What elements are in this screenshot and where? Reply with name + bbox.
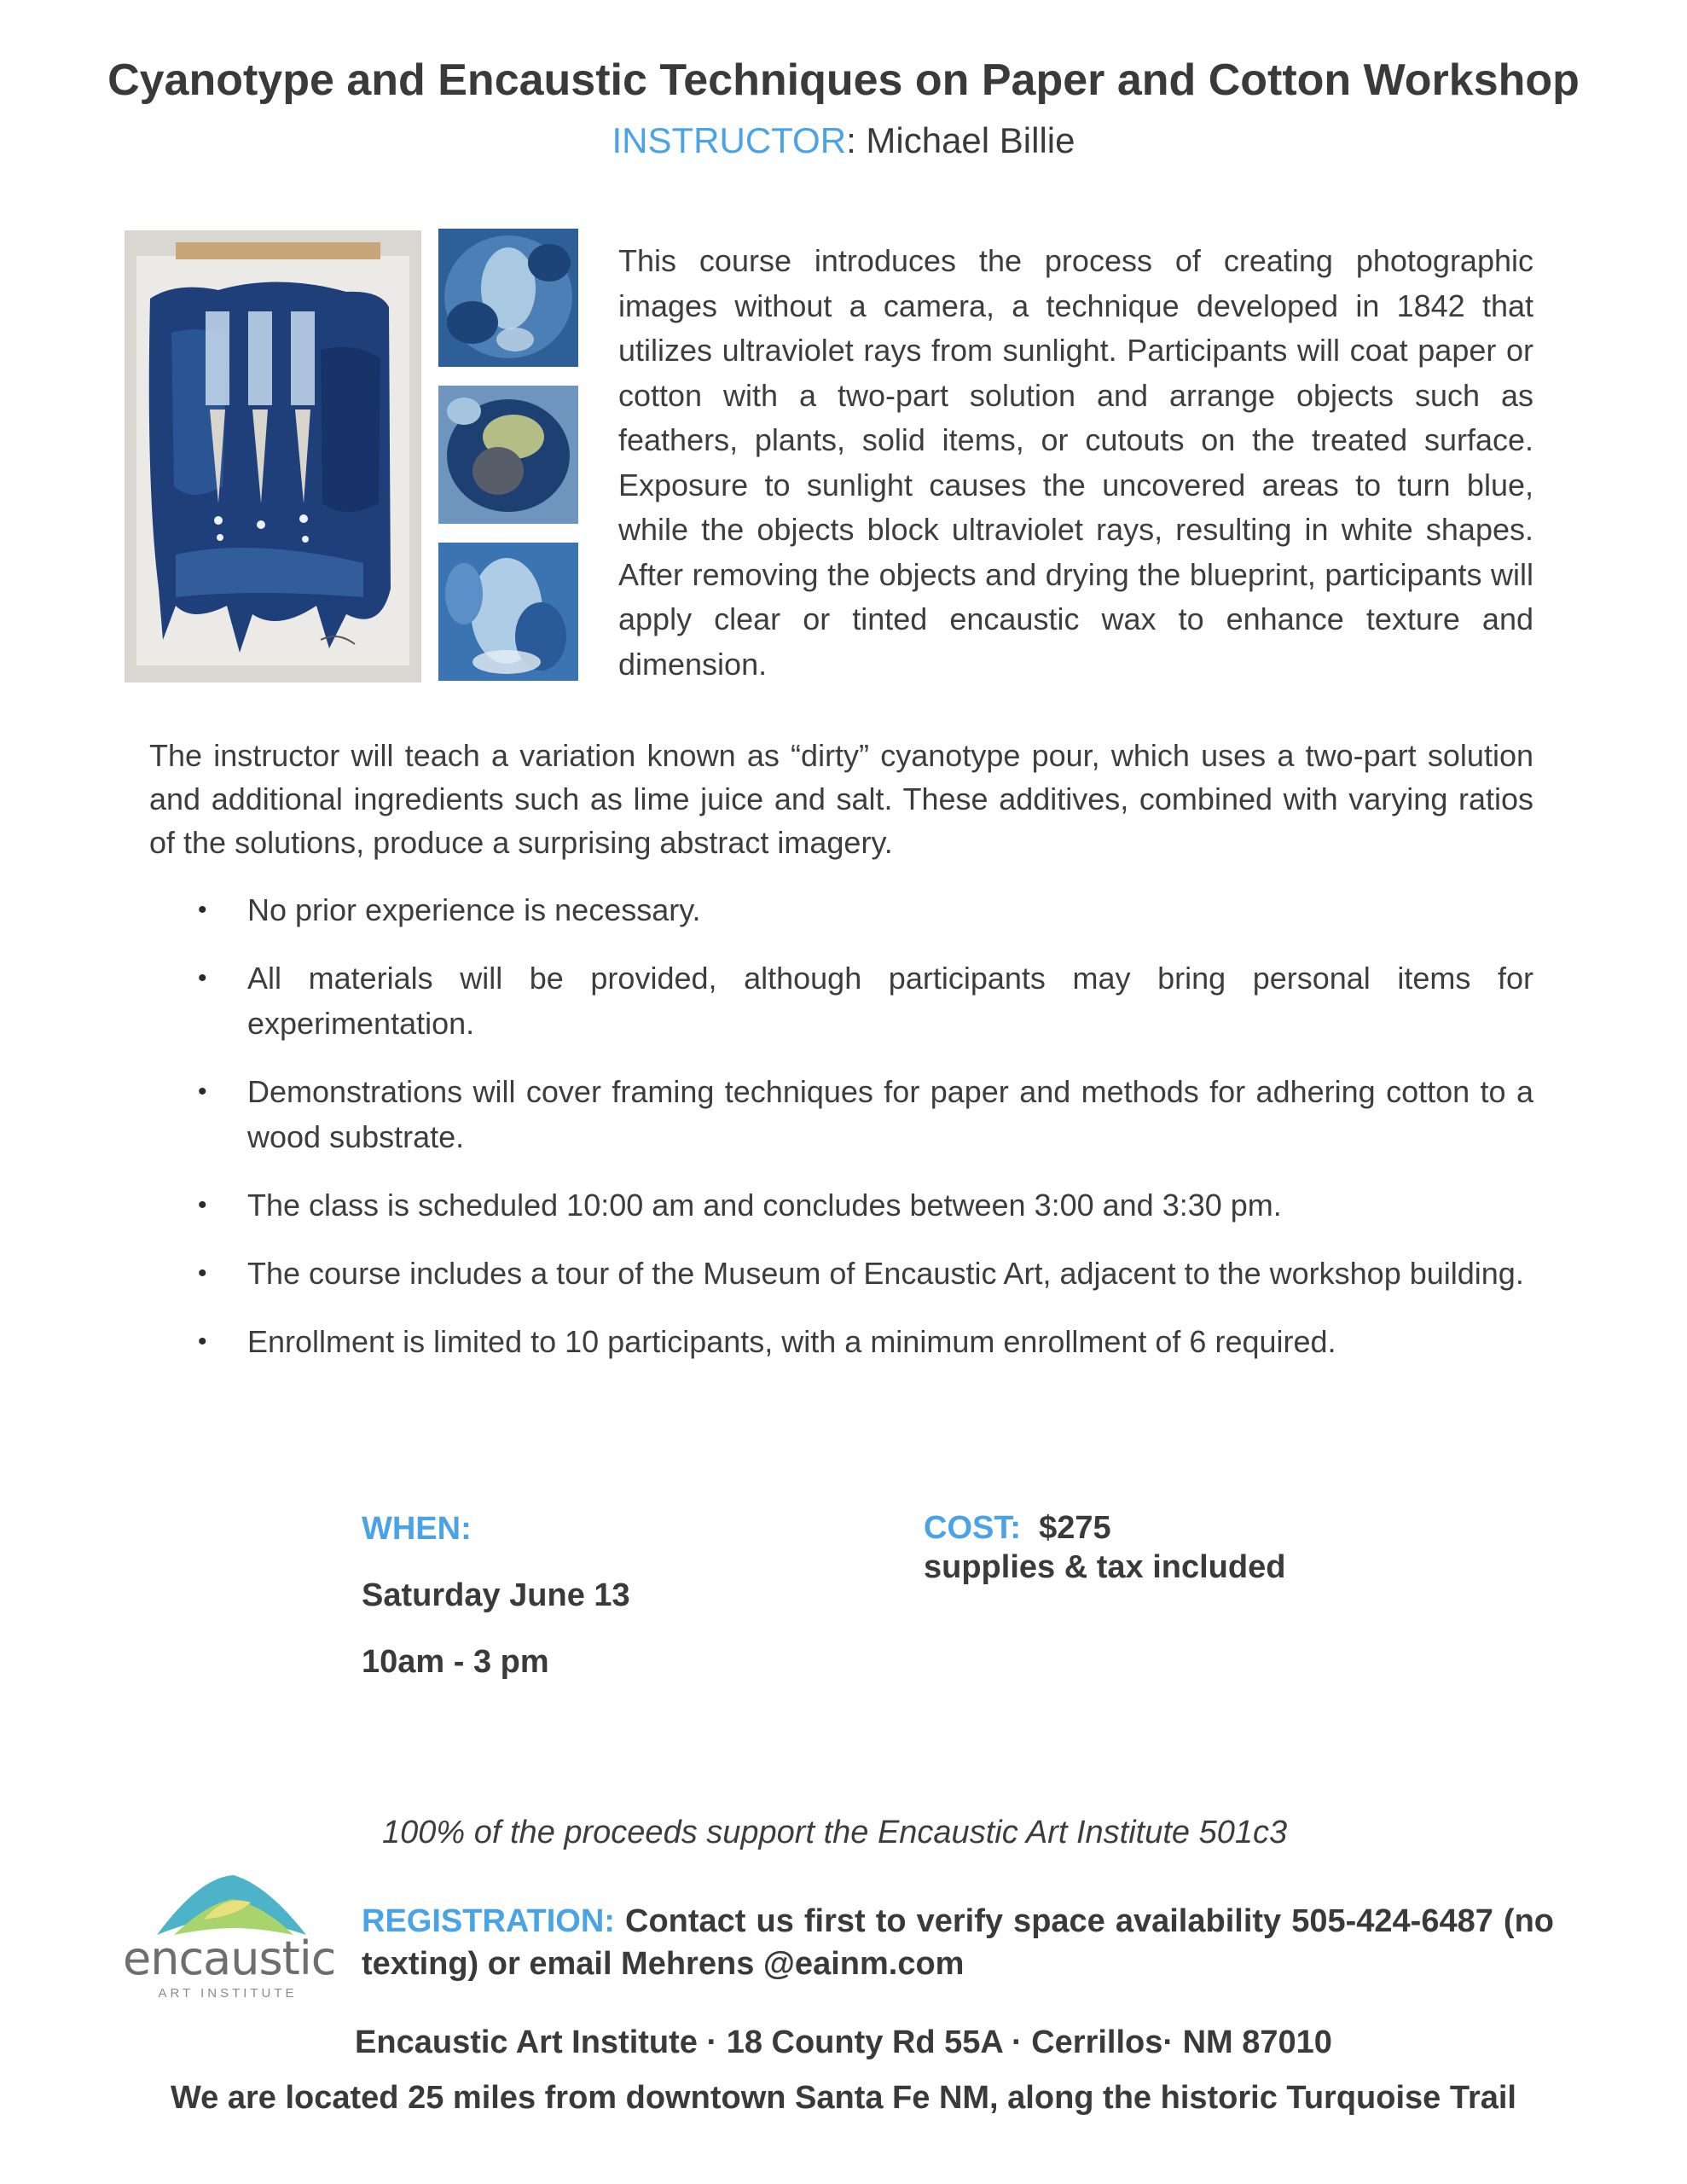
instructor-line <box>0 118 1687 164</box>
bullet-icon: • <box>198 1327 207 1356</box>
event-date: Saturday June 13 <box>362 1577 630 1613</box>
list-item-text: The class is scheduled 10:00 am and concludes between 3:00 and 3:30 pm. <box>247 1188 1282 1223</box>
artwork-thumbnail-3 <box>438 543 578 681</box>
list-item-text: The course includes a tour of the Museum of Encaustic Art, adjacent to the workshop building. <box>247 1256 1524 1291</box>
list-item <box>194 1319 1533 1364</box>
list-item <box>194 887 1533 932</box>
registration-label: REGISTRATION: <box>362 1903 615 1939</box>
instructor-name: : Michael Billie <box>846 120 1075 160</box>
event-time: 10am - 3 pm <box>362 1644 549 1680</box>
list-item <box>194 956 1533 1046</box>
list-item-text: All materials will be provided, although participants may bring personal items for experimentation. <box>247 961 1533 1041</box>
footer-location: We are located 25 miles from downtown Santa Fe NM, along the historic Turquoise Trail <box>171 2080 1516 2116</box>
cost-label: COST: <box>924 1510 1021 1546</box>
cost-amount: $275 <box>1039 1510 1111 1546</box>
artwork-main-image <box>125 230 421 682</box>
list-item-text: No prior experience is necessary. <box>247 892 701 927</box>
details-list <box>194 887 1533 1387</box>
artwork-thumbnail-2 <box>438 386 578 524</box>
cost-block <box>924 1508 1285 1587</box>
registration-text: Contact us first to verify space availability 505-424-6487 (no texting) or email Mehrens @eainm.com <box>362 1903 1554 1982</box>
technique-paragraph: The instructor will teach a variation known as “dirty” cyanotype pour, which uses a two-part solution and additional ingredients such as lime juice and salt. These additives, combined with varying ratios of the solutions, produce a surprising abstract imagery. <box>149 738 1533 860</box>
cost-note: supplies & tax included <box>924 1549 1286 1585</box>
list-item-text: Demonstrations will cover framing techniques for paper and methods for adhering cotton to a wood substrate. <box>247 1074 1533 1154</box>
when-label: WHEN: <box>362 1511 472 1547</box>
bullet-icon: • <box>198 896 207 924</box>
bullet-icon: • <box>198 964 207 992</box>
registration-block <box>362 1900 1554 1985</box>
logo-subtitle: ART INSTITUTE <box>158 1986 298 2001</box>
bullet-icon: • <box>198 1191 207 1219</box>
bullet-icon: • <box>198 1077 207 1106</box>
encaustic-logo <box>123 1868 336 2001</box>
list-item <box>194 1251 1533 1296</box>
artwork-thumbnail-1 <box>438 229 578 367</box>
intro-paragraph: This course introduces the process of creating photographic images without a camera, a technique developed in 1842 that utilizes ultraviolet rays from sunlight. Participants will coat paper or cotton with a two-part solution and arrange objects such as feathers, plants, solid items, or cutouts on the treated surface. Exposure to sunlight causes the uncovered areas to turn blue, while the objects block ultraviolet rays, resulting in white shapes. After removing the objects and drying the blueprint, participants will apply clear or tinted encaustic wax to enhance texture and dimension. <box>618 243 1533 682</box>
list-item-text: Enrollment is limited to 10 participants, with a minimum enrollment of 6 required. <box>247 1324 1336 1359</box>
bullet-icon: • <box>198 1259 207 1287</box>
logo-wordmark: encaustic <box>123 1931 336 1985</box>
instructor-label: INSTRUCTOR <box>612 120 847 160</box>
page-title: Cyanotype and Encaustic Techniques on Paper and Cotton Workshop <box>107 55 1580 105</box>
when-block <box>362 1508 630 1682</box>
footer-address: Encaustic Art Institute · 18 County Rd 55A · Cerrillos· NM 87010 <box>355 2024 1332 2060</box>
list-item <box>194 1182 1533 1228</box>
list-item <box>194 1069 1533 1159</box>
proceeds-note: 100% of the proceeds support the Encaustic Art Institute 501c3 <box>382 1815 1288 1850</box>
